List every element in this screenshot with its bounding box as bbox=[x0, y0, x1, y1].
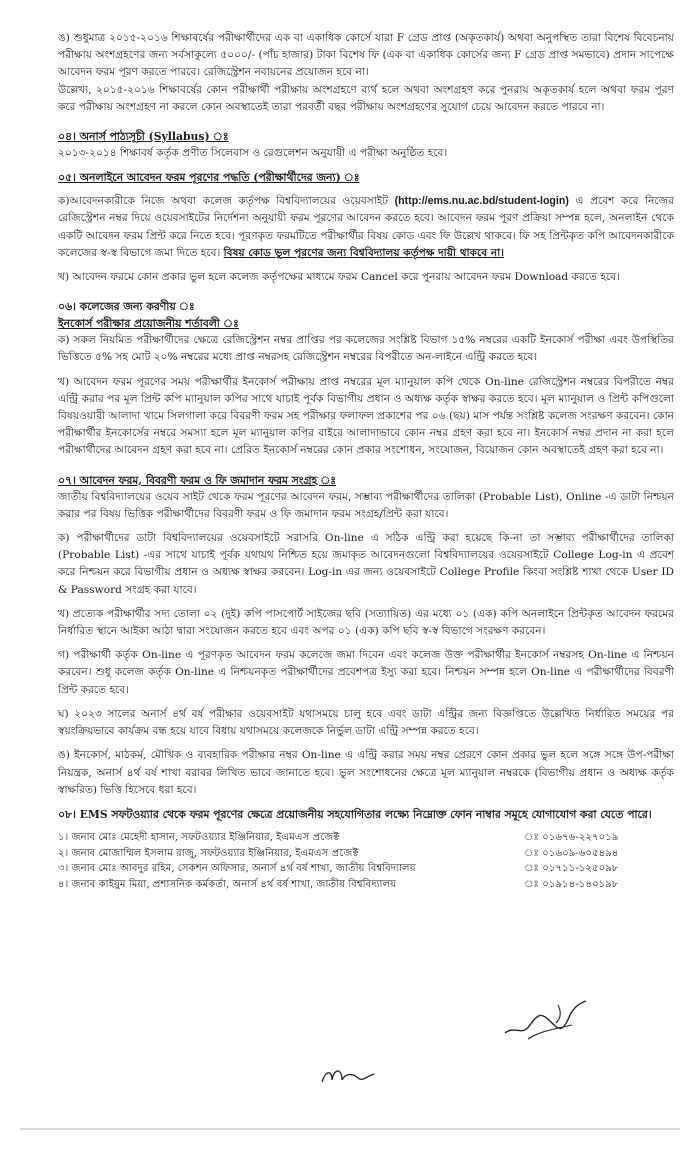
signature-left bbox=[318, 1060, 378, 1090]
para-photo: খ) প্রত্যেক পরীক্ষার্থীর সদ্য তোলা ০২ (দুই) কপি পাসপোর্ট সাইজের ছবি (সত্যায়িত) এর মধ্যে ০১ (এক) কপি অনলাইনে প্রিন্টকৃত আবেদন ফরমের নির্ধারিত স্থানে আইকা আঠা দ্বারা সংযোজন করতে হবে এবং অপর ০১ (এক) কপি ছবি স্ব-স্ব বিভাগে সংরক্ষণ করবেন। bbox=[58, 607, 674, 638]
contact-row bbox=[58, 877, 674, 893]
para-submit-form: গ) পরীক্ষার্থী কর্তৃক On-line এ পূরণকৃত আবেদন ফরম কলেজে জমা দিবেন এবং কলেজ উক্ত পরীক্ষার্থীর ইনকোর্স নম্বরসহ On-line এ নিশ্চয়ন করবেন। শুধু কলেজ কর্তৃক On-line এ নিশ্চয়নকৃত পরীক্ষার্থীদের প্রবেশপত্র ইস্যু করা হবে। নিশ্চয়ন সম্পন্ন হলে On-line এ পরীক্ষার্থীদের বিবরণী প্রিন্ট করতে হবে। bbox=[58, 649, 674, 696]
para-cancel-form: খ) আবেদন ফরমে কোন প্রকার ভুল হলে কলেজ কর্তৃপক্ষের মাধ্যমে ফরম Cancel করে পুনরায় আবেদন ফরম Download করতে হবে। bbox=[58, 271, 620, 284]
para-website-schedule: ঘ) ২০২৩ সালের অনার্স ৪র্থ বর্ষ পরীক্ষার ওয়েবসাইট যথাসময়ে চালু হবে এবং ডাটা এন্ট্রির জন্য বিজ্ঞপ্তিতে উল্লেখিত নির্ধারিত সময়ের পর স্বয়ংক্রিয়ভাবে কার্যক্রম বন্ধ হয়ে যাবে বিধায় যথাসময়ে কলেজকে নির্ভুল ডাটা এন্ট্রি সম্পন্ন করতে হবে। bbox=[58, 707, 674, 738]
student-login-link[interactable]: (http://ems.nu.ac.bd/student-login) bbox=[394, 195, 569, 208]
heading-syllabus: ০৪। অনার্স পাঠ্যসূচী (Syllabus) ঃ bbox=[58, 130, 229, 144]
para-application-text-2: এ প্রবেশ করে নিজের রেজিস্ট্রেশন নম্বর দিয়ে ওয়েবসাইটের নির্দেশনা অনুযায়ী ফরম পূরণের আবেদন করতে হবে। আবেদন ফরম পূরণ প্রক্রিয়া সম্পন্ন হলে, অনলাইন থেকে একটি আবেদন ফরম প্রিন্ট করে নিতে হবে। পূরণকৃত ফরমটিতে পরীক্ষার্থীর বিষয় কোড এবং ফি উল্লেখ থাকবে। ফি সহ প্রিন্টকৃত কপি আবেদনকারীকে কলেজের স্ব-স্ব বিভাগে জমা দিতে হবে। bbox=[58, 195, 674, 259]
para-incourse-entry: ক) সকল নিয়মিত পরীক্ষার্থীদের ক্ষেত্রে রেজিস্ট্রেশন নম্বর প্রাপ্তির পর কলেজের সংশ্লিষ্ট বিভাগ ১৫% নম্বরের একটি ইনকোর্স পরীক্ষা এবং উপস্থিতির ভিত্তিতে ৫% সহ মোট ২০% নম্বরের মধ্যে প্রাপ্ত নম্বরসহ রেজিস্ট্রেশন নম্বরের বিপরীতে অন-লাইনে এন্ট্রি করতে হবে। bbox=[58, 334, 674, 364]
contact-row bbox=[58, 830, 674, 846]
para-syllabus: ২০১৩-২০১৪ শিক্ষাবর্ষ কর্তৃক প্রণীত সিলেবাস ও রেগুলেশন অনুযায়ী এ পরীক্ষা অনুষ্ঠিত হবে। bbox=[58, 147, 448, 160]
para-form-intro: জাতীয় বিশ্ববিদ্যালয়ের ওয়েব সাইট থেকে ফরম পূরণের আবেদন ফরম, সম্ভাব্য পরীক্ষার্থীদের তালিকা (Probable List), Online -এ ডাটা নিশ্চয়ন করার পর বিষয় ভিত্তিক পরীক্ষার্থীদের বিবরণী ফরম ও ফি জমাদান ফরম সংগ্রহ/প্রিন্ট করা যাবে। bbox=[58, 490, 674, 520]
page-edge-line bbox=[20, 1128, 680, 1130]
contact-row bbox=[58, 846, 674, 862]
para-note-failure: উল্লেখ্য, ২০১৫-২০১৬ শিক্ষাবর্ষের কোন পরীক্ষার্থী পরীক্ষায় অংশগ্রহণে ব্যর্থ হলে অথবা অংশগ্রহণ করে পুনরায় অকৃতকার্য হলে অথবা ফরম পূরণ করে পরীক্ষায় অংশগ্রহণ না করলে কোন অবস্থাতেই তারা পরবর্তী বছর পরীক্ষায় অংশগ্রহণের সুযোগ চেয়ে আবেদন করতে পারবে না। bbox=[58, 83, 674, 113]
signature-right bbox=[500, 995, 590, 1045]
heading-contacts: ০৮। EMS সফটওয়্যার থেকে ফরম পূরণের ক্ষেত্রে প্রয়োজনীয় সহযোগিতার লক্ষ্যে নিম্নোক্ত ফোন নাম্বার সমূহে যোগাযোগ করা যেতে পারে। bbox=[58, 807, 652, 821]
contact-row bbox=[58, 861, 674, 877]
contact-name: ৩। জনাব মোঃ আবদুর রহিম, সেকশন অফিসার, অনার্স ৪র্থ বর্ষ শাখা, জাতীয় বিশ্ববিদ্যালয় bbox=[58, 863, 416, 875]
para-application-steps bbox=[58, 193, 674, 262]
contact-name: ২। জনাব মোজাম্মিল ইসলাম রাজু, সফটওয়্যার ইঞ্জিনিয়ার, ইএমএস প্রজেক্ট bbox=[58, 847, 359, 859]
para-application-warning: বিষয় কোড ভুল পূরণের জন্য বিশ্ববিদ্যালয় কর্তৃপক্ষ দায়ী থাকবে না। bbox=[223, 246, 505, 259]
para-verify-entry: ক) পরীক্ষার্থীদের ডাটা বিশ্ববিদ্যালয়ের ওয়েবসাইটে সরাসরি On-line এ সঠিক এন্ট্রি করা হয়েছে কি-না তা সম্ভাব্য পরীক্ষার্থীদের তালিকা (Probable List) -এর সাথে যাচাই পূর্বক যথাযথ নিশ্চিত হয়ে জমাকৃত আবেদনগুলো বিশ্ববিদ্যালয়ের ওয়েবসাইটে College Log-in এ প্রবেশ করে নিশ্চয়ন করে বিভাগীয় প্রধান ও অধ্যক্ষ স্বাক্ষর করবেন। Log-in এর জন্য ওয়েবসাইটে College Profile কিংবা সংশ্লিষ্ট শাখা থেকে User ID & Password সংগ্রহ করা যাবে। bbox=[58, 532, 674, 596]
subheading-incourse: ইনকোর্স পরীক্ষার প্রয়োজনীয় শর্তাবলী ঃ bbox=[58, 317, 239, 331]
contact-phone: ঃ ০১৬৭৬-২২৭০১৯ bbox=[524, 831, 619, 843]
heading-form-collection: ০৭। আবেদন ফরম, বিবরণী ফরম ও ফি জমাদান ফরম সংগ্রহ ঃ bbox=[58, 473, 337, 487]
contact-list bbox=[58, 830, 674, 892]
para-application-text-1: ক)আবেদনকারীকে নিজে অথবা কলেজ কর্তৃপক্ষ বিশ্ববিদ্যালয়ের ওয়েবসাইট bbox=[58, 195, 395, 208]
contact-name: ৪। জনাব কাইয়ুম মিয়া, প্রশাসনিক কর্মকর্তা, অনার্স ৪র্থ বর্ষ শাখা, জাতীয় বিশ্ববিদ্যালয় bbox=[58, 878, 397, 890]
para-correction: ঙ) ইনকোর্স, মাঠকর্ম, মৌখিক ও ব্যবহারিক পরীক্ষার নম্বর On-line এ এন্ট্রি করার সময় নম্বর প্রেরণে কোন প্রকার ভুল হলে সঙ্গে সঙ্গে উপ-পরীক্ষা নিয়ন্ত্রক, অনার্স ৪র্থ বর্ষ শাখা বরাবর লিখিত ভাবে জানাতে হবে। ভুল সংশোধনের ক্ষেত্রে মূল ম্যানুয়াল নম্বরকে (বিভাগীয় প্রধান ও অধ্যক্ষ কর্তৃক স্বাক্ষরিত) ভিত্তি হিসেবে ধরা হবে। bbox=[58, 749, 674, 796]
heading-online-application: ০৫। অনলাইনে আবেদন ফরম পূরণের পদ্ধতি (পরীক্ষার্থীদের জন্য) ঃ bbox=[58, 171, 360, 185]
para-special-fee: ঙ) শুধুমাত্র ২০১৫-২০১৬ শিক্ষাবর্ষের পরীক্ষার্থীদের এক বা একাধিক কোর্সে যারা F গ্রেড প্রাপ্ত (অকৃতকার্য) অথবা অনুপস্থিত তারা বিশেষ বিবেচনায় পরীক্ষায় অংশগ্রহণের জন্য সর্বসাকুল্যে ৫০০০/- (পাঁচ হাজার) টাকা বিশেষ ফি (এক বা একাধিক কোর্সের জন্য F গ্রেড প্রাপ্ত সমভাবে) প্রদান সাপেক্ষে আবেদন ফরম পূরণ করতে পারবে। রেজিস্ট্রেশন নবায়নের প্রয়োজন হবে না। bbox=[58, 32, 674, 79]
contact-phone: ঃ ০১৭১১-১২৫০৯৮ bbox=[524, 863, 619, 875]
heading-college-duties: ০৬। কলেজের জন্য করণীয় ঃ bbox=[58, 300, 195, 314]
contact-phone: ঃ ০১৯১৪-১৪০১৯৮ bbox=[524, 878, 619, 890]
contact-name: ১। জনাব মোঃ মেহেদী হাসান, সফটওয়্যার ইঞ্জিনিয়ার, ইএমএস প্রজেক্ট bbox=[58, 831, 340, 843]
para-incourse-manual: খ) আবেদন ফরম পূরণের সময় পরীক্ষার্থীর ইনকোর্স পরীক্ষায় প্রাপ্ত নম্বরের মূল ম্যানুয়াল কপি থেকে On-line রেজিস্ট্রেশন নম্বরের বিপরীতে নম্বর এন্ট্রি করার পর মূল প্রিন্ট কপি ম্যানুয়াল কপির সাথে যাচাই পূর্বক বিভাগীয় প্রধান ও অধ্যক্ষ কর্তৃক স্বাক্ষর করতে হবে। মূল ম্যানুয়াল ও প্রিন্ট কপিগুলো বিষয়ওয়ারী আলাদা খামে সিলগালা করে বিবরণী ফরম সহ পরীক্ষার ফলাফল প্রকাশের পর ০৬ (ছয়) মাস পর্যন্ত সংশ্লিষ্ট কলেজ সংরক্ষণ করবেন। কোন পরীক্ষার্থীর ইনকোর্সের নম্বরে সমস্যা হলে মূল ম্যানুয়াল কপির বাইরে আলাদাভাবে কোন নম্বর গ্রহণ করা হবে না। ইনকোর্স নম্বর প্রদান না করা হলে পরীক্ষার্থীদের আবেদন গ্রহণ করা হবে না। প্রেরিত ইনকোর্স নম্বরের কোন প্রকার সংশোধন, সংযোজন, বিয়োজন কোন অবস্থাতেই গ্রহণ করা হবে না। bbox=[58, 375, 674, 457]
contact-phone: ঃ ০১৬০৯-৬০৫৪৯৪ bbox=[524, 847, 619, 859]
